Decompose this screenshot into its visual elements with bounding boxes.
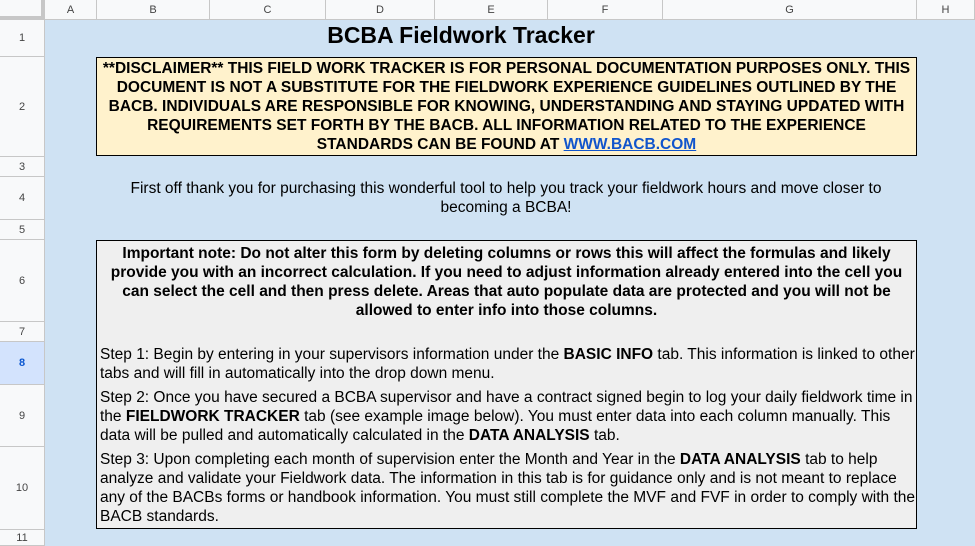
row-header-10[interactable]: 10 xyxy=(0,447,45,530)
page-title[interactable]: BCBA Fieldwork Tracker xyxy=(327,22,595,48)
bacb-link[interactable]: WWW.BACB.COM xyxy=(563,136,697,153)
step-2-part-c: tab (see example image below). You must enter data into each column manually. This data will be pulled and automatically calculated in the xyxy=(100,408,891,444)
select-all-corner[interactable] xyxy=(0,0,45,20)
row-header-7[interactable]: 7 xyxy=(0,322,45,342)
step-2-fieldwork-tracker-label: FIELDWORK TRACKER xyxy=(125,408,300,425)
step-2-part-e: tab. xyxy=(589,427,620,444)
row-header-3[interactable]: 3 xyxy=(0,157,45,177)
row-header-2[interactable]: 2 xyxy=(0,57,45,157)
row-header-8[interactable]: 8 xyxy=(0,342,45,385)
thank-you-text[interactable]: First off thank you for purchasing this wonderful tool to help you track your fieldwork hours and move closer to becoming a BCBA! xyxy=(130,180,882,216)
column-header-a[interactable]: A xyxy=(45,0,97,20)
row-header-6[interactable]: 6 xyxy=(0,240,45,322)
row-header-1[interactable]: 1 xyxy=(0,20,45,57)
step-1-basic-info-label: BASIC INFO xyxy=(563,346,654,363)
row-header-4[interactable]: 4 xyxy=(0,177,45,220)
step-3-part-c: tab to help analyze and validate your Fieldwork data. The information in this tab is for guidance only and is not meant to replace any of the BACBs forms or handbook information. You must still complete the MVF and FVF in order to comply with the BACB standards. xyxy=(100,451,915,525)
disclaimer-text: **DISCLAIMER** THIS FIELD WORK TRACKER IS FOR PERSONAL DOCUMENTATION PURPOSES ONLY. THIS DOCUMENT IS NOT A SUBSTITUTE FOR THE FIELDWORK EXPERIENCE GUIDELINES OUTLINED BY THE BACB. INDIVIDUALS ARE RESPONSIBLE FOR KNOWING, UNDERSTANDING AND STAYING UPDATED WITH REQUIREMENTS SET FORTH BY THE BACB. ALL INFORMATION RELATED TO THE EXPERIENCE STANDARDS CAN BE FOUND AT xyxy=(102,60,911,153)
step-1-text xyxy=(100,345,915,383)
column-header-e[interactable]: E xyxy=(435,0,548,20)
step-2-data-analysis-label: DATA ANALYSIS xyxy=(468,427,590,444)
important-note: Important note: Do not alter this form by deleting columns or rows this will affect the formulas and likely provide you with an incorrect calculation. If you need to adjust information already entered into the cell you can select the cell and then press delete. Areas that auto populate data are protected and you will not be allowed to enter info into those columns. xyxy=(110,245,903,319)
step-1-part-a: Step 1: Begin by entering in your supervisors information under the xyxy=(100,346,564,363)
step-1-part-c: tab. This information is linked to other tabs and will fill in automatically into the drop down menu. xyxy=(100,346,915,382)
step-3-text xyxy=(100,450,915,526)
column-header-g[interactable]: G xyxy=(663,0,917,20)
row-header-5[interactable]: 5 xyxy=(0,220,45,240)
column-header-f[interactable]: F xyxy=(548,0,663,20)
step-2-part-a: Step 2: Once you have secured a BCBA supervisor and have a contract signed begin to log your daily fieldwork time in the xyxy=(100,389,913,425)
row-header-11[interactable]: 11 xyxy=(0,530,45,546)
column-header-h[interactable]: H xyxy=(917,0,975,20)
instructions-box[interactable] xyxy=(96,240,917,529)
step-3-part-a: Step 3: Upon completing each month of supervision enter the Month and Year in the xyxy=(100,451,680,468)
column-header-b[interactable]: B xyxy=(97,0,210,20)
row-header-9[interactable]: 9 xyxy=(0,385,45,447)
disclaimer-cell[interactable] xyxy=(96,57,917,156)
step-2-text xyxy=(100,388,915,445)
column-header-d[interactable]: D xyxy=(326,0,435,20)
column-header-c[interactable]: C xyxy=(210,0,326,20)
step-3-data-analysis-label: DATA ANALYSIS xyxy=(679,451,801,468)
